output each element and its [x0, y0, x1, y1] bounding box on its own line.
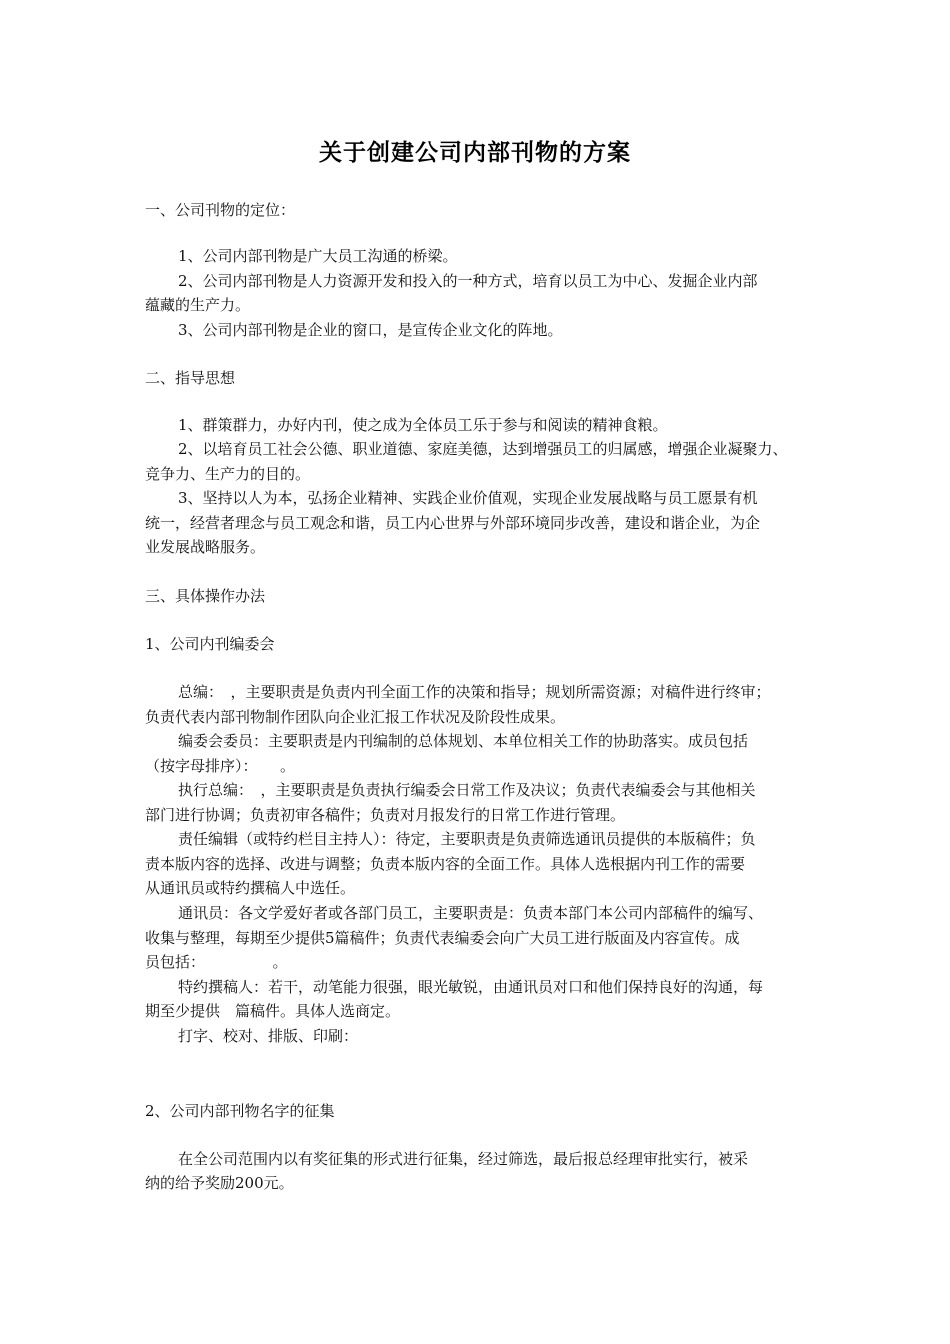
section-heading-operations: 三、具体操作办法 — [145, 587, 266, 605]
paragraph-line: 收集与整理，每期至少提供5篇稿件；负责代表编委会向广大员工进行版面及内容宣传。成 — [145, 929, 740, 947]
paragraph-line: 竞争力、生产力的目的。 — [145, 465, 311, 483]
paragraph-line: 2、公司内部刊物是人力资源开发和投入的一种方式，培育以员工为中心、发掘企业内部 — [178, 272, 758, 290]
paragraph-line: 2、以培育员工社会公德、职业道德、家庭美德，达到增强员工的归属感，增强企业凝聚力、 — [178, 440, 788, 458]
paragraph-line: 执行总编： ，主要职责是负责执行编委会日常工作及决议；负责代表编委会与其他相关 — [178, 781, 756, 799]
paragraph-line: 期至少提供 篇稿件。具体人选商定。 — [145, 1002, 401, 1020]
paragraph-line: 从通讯员或特约撰稿人中选任。 — [145, 879, 356, 897]
section-heading-positioning: 一、公司刊物的定位： — [145, 201, 296, 219]
paragraph-line: 部门进行协调；负责初审各稿件；负责对月报发行的日常工作进行管理。 — [145, 806, 626, 824]
paragraph-line: 编委会委员：主要职责是内刊编制的总体规划、本单位相关工作的协助落实。成员包括 — [178, 732, 749, 750]
section-heading-guiding-ideas: 二、指导思想 — [145, 369, 236, 387]
paragraph-line: 责任编辑（或特约栏目主持人）：待定，主要职责是负责筛选通讯员提供的本版稿件；负 — [178, 830, 756, 848]
paragraph-line: 业发展战略服务。 — [145, 538, 266, 556]
paragraph-line: 打字、校对、排版、印刷： — [178, 1027, 359, 1045]
paragraph-line: 特约撰稿人：若干，动笔能力很强，眼光敏锐，由通讯员对口和他们保持良好的沟通，每 — [178, 978, 764, 996]
paragraph-line: 3、坚持以人为本，弘扬企业精神、实践企业价值观，实现企业发展战略与员工愿景有机 — [178, 489, 758, 507]
paragraph-line: 纳的给予奖励200元。 — [145, 1174, 294, 1192]
subsection-heading-editorial-board: 1、公司内刊编委会 — [145, 635, 275, 653]
paragraph-line: 责本版内容的选择、改进与调整；负责本版内容的全面工作。具体人选根据内刊工作的需要 — [145, 855, 746, 873]
paragraph-line: （按字母排序）： 。 — [145, 757, 296, 775]
paragraph-line: 1、公司内部刊物是广大员工沟通的桥梁。 — [178, 247, 458, 265]
paragraph-line: 蕴藏的生产力。 — [145, 296, 251, 314]
document-title: 关于创建公司内部刊物的方案 — [319, 140, 631, 166]
paragraph-line: 统一，经营者理念与员工观念和谐，员工内心世界与外部环境同步改善，建设和谐企业，为企 — [145, 514, 761, 532]
paragraph-line: 通讯员：各文学爱好者或各部门员工，主要职责是：负责本部门本公司内部稿件的编写、 — [178, 904, 764, 922]
paragraph-line: 1、群策群力，办好内刊，使之成为全体员工乐于参与和阅读的精神食粮。 — [178, 416, 668, 434]
paragraph-line: 员包括： 。 — [145, 953, 288, 971]
subsection-heading-name-collection: 2、公司内部刊物名字的征集 — [145, 1102, 335, 1120]
paragraph-line: 负责代表内部刊物制作团队向企业汇报工作状况及阶段性成果。 — [145, 708, 566, 726]
paragraph-line: 3、公司内部刊物是企业的窗口，是宣传企业文化的阵地。 — [178, 321, 563, 339]
paragraph-line: 在全公司范围内以有奖征集的形式进行征集，经过筛选，最后报总经理审批实行，被采 — [178, 1150, 749, 1168]
paragraph-line: 总编： ，主要职责是负责内刊全面工作的决策和指导；规划所需资源；对稿件进行终审； — [178, 683, 771, 701]
